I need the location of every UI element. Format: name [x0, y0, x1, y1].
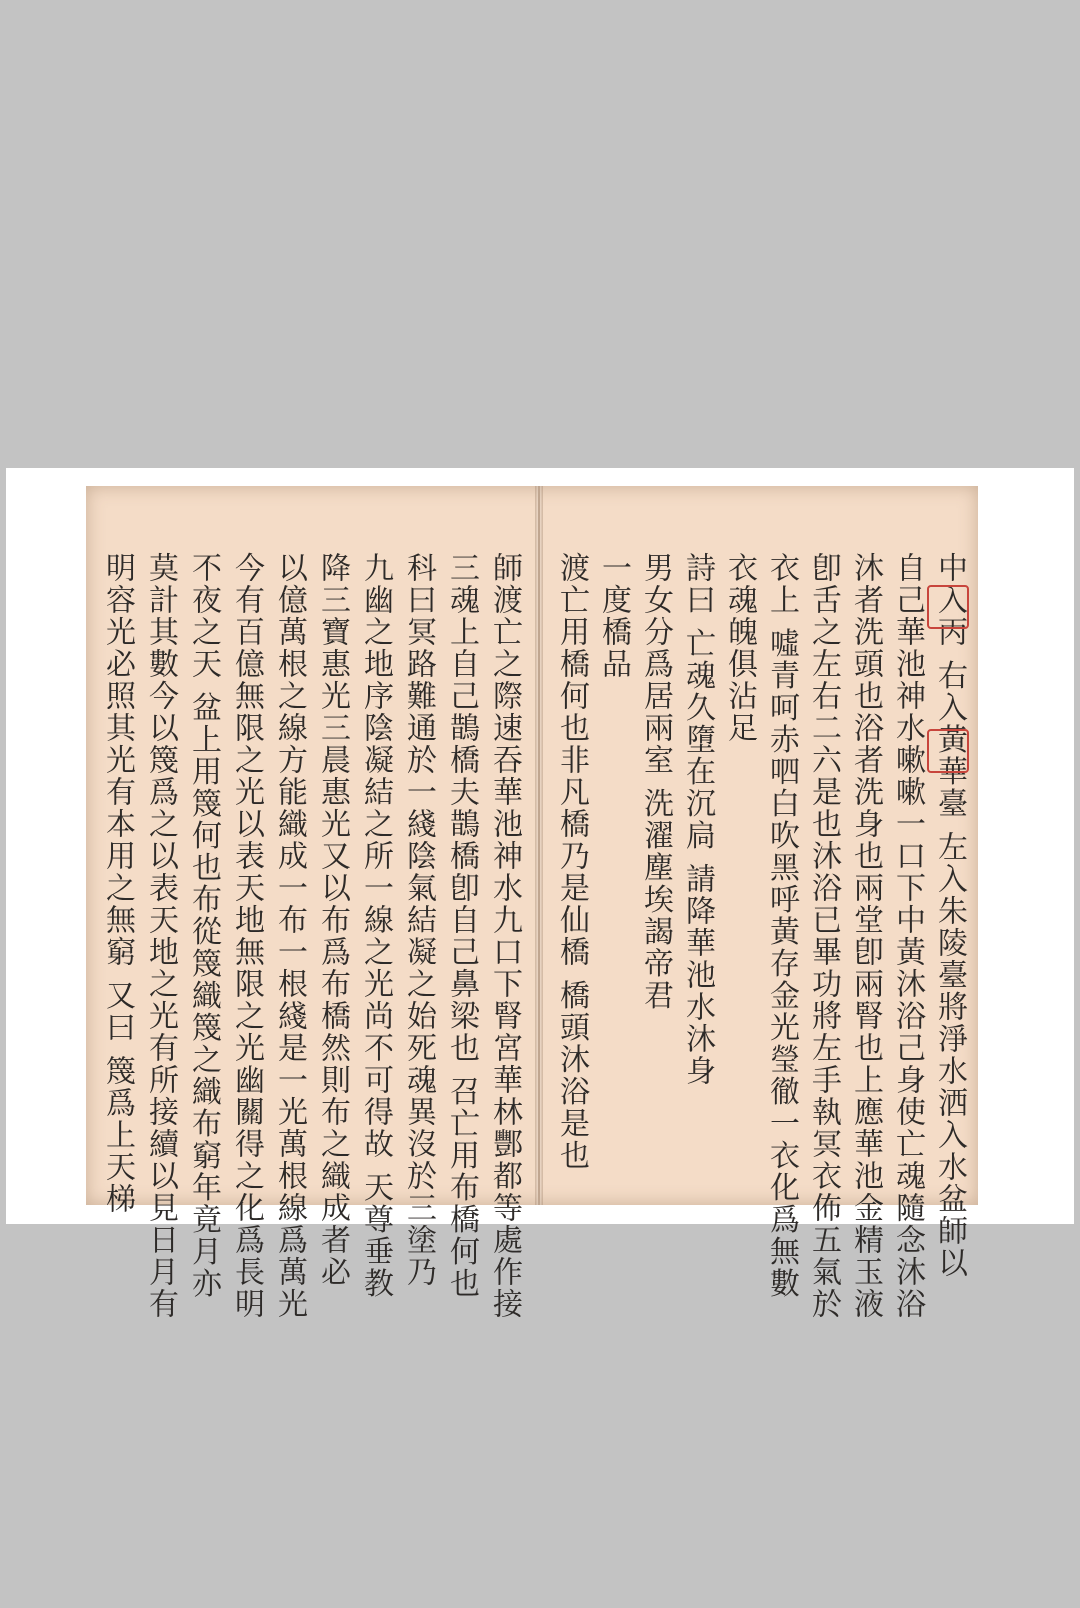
- text-column: 以億萬根之線方能織成一布一根綫是一光萬根線爲萬光: [272, 552, 307, 1320]
- open-book: [86, 486, 978, 1320]
- text-column: 中入丙 右入黃華臺 左入朱陵臺將淨水洒入水盆師以: [932, 552, 967, 1280]
- red-seal-mark: [927, 729, 969, 773]
- right-page: [541, 486, 978, 1320]
- text-column: 衣上 噓青呵赤呬白吹黑呼黃存金光瑩徹一衣化爲無數: [764, 552, 799, 1300]
- text-column: 渡亡用橋何也非凡橋乃是仙橋 橋頭沐浴是也: [554, 552, 589, 1172]
- text-column: 卽舌之左右二六是也沐浴已畢功將左手執冥衣佈五氣於: [806, 552, 841, 1320]
- text-column: 沐者洗頭也浴者洗身也兩堂卽兩腎也上應華池金精玉液: [848, 552, 883, 1320]
- text-column: 衣魂魄俱沾足: [722, 552, 757, 744]
- text-column: 明容光必照其光有本用之無窮 又曰 篾爲上天梯: [100, 552, 135, 1216]
- text-column: 科曰冥路難通於一綫陰氣結凝之始死魂異沒於三塗乃: [401, 552, 436, 1288]
- text-column: 降三寶惠光三晨惠光又以布爲布橋然則布之織成者必: [315, 552, 350, 1288]
- text-column: 詩曰 亡魂久墮在沉扃 請降華池水沐身: [680, 552, 715, 1088]
- text-column: 自己華池神水嗽嗽一口下中黃沐浴己身使亡魂隨念沐浴: [890, 552, 925, 1320]
- text-column: 九幽之地序陰凝結之所一線之光尚不可得故 天尊垂教: [358, 552, 393, 1300]
- left-page: [86, 486, 540, 1320]
- text-column: 一度橋品: [596, 552, 631, 680]
- text-column: 莫計其數今以篾爲之以表天地之光有所接續以見日月有: [143, 552, 178, 1320]
- text-column: 三魂上自己鵲橋夫鵲橋卽自己鼻梁也 召亡用布橋何也: [444, 552, 479, 1300]
- text-column: 男女分爲居兩室 洗濯塵埃謁帝君: [638, 552, 673, 1012]
- text-column: 今有百億無限之光以表天地無限之光幽關得之化爲長明: [229, 552, 264, 1320]
- text-column: 不夜之天 盆上用篾何也布從篾織篾之織布窮年竟月亦: [186, 552, 221, 1300]
- text-column: 師渡亡之際速吞華池神水九口下腎宮華林酆都等處作接: [487, 552, 522, 1320]
- red-seal-mark: [927, 585, 969, 629]
